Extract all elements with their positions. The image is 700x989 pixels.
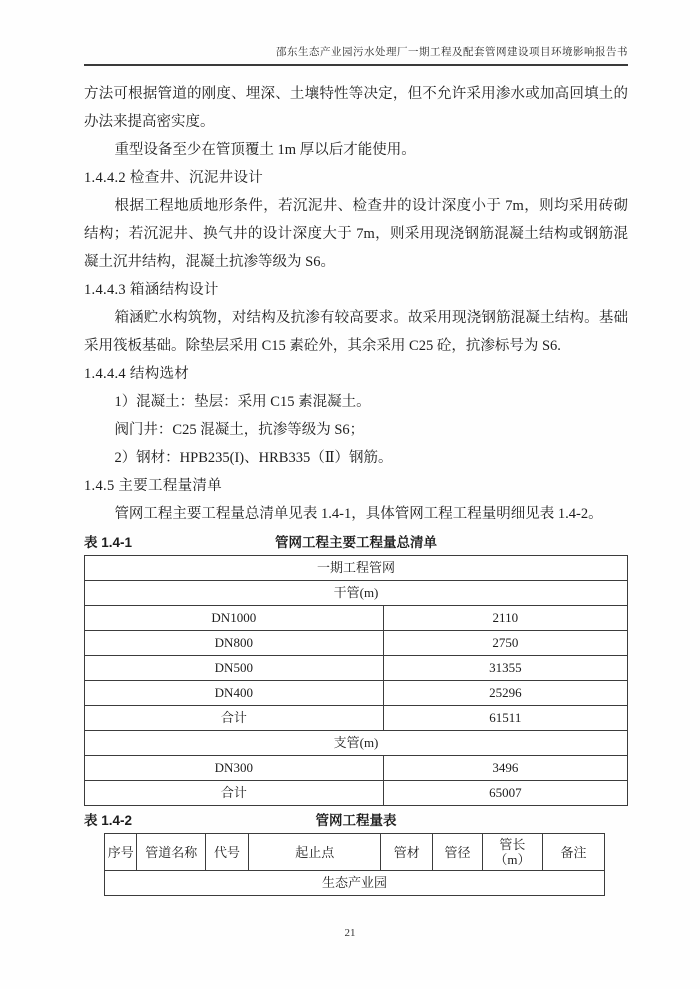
paragraph: 方法可根据管道的刚度、埋深、土壤特性等决定，但不允许采用渗水或加高回填土的办法来提高密实度。 [84,86,628,130]
detail-table-section-row [105,871,605,896]
page-footer [0,927,700,939]
section-heading: 1.4.4.4 结构选材 [84,366,190,382]
page-header [84,0,628,66]
item-cell: DN800 [85,631,384,656]
summary-table-body [85,556,628,806]
section-heading: 1.4.5 主要工程量清单 [84,478,223,494]
column-header: 序号 [105,834,137,871]
value-cell: 31355 [383,656,627,681]
section-cell: 生态产业园 [105,871,605,896]
item-cell: 合计 [85,706,384,731]
section-heading: 1.4.4.3 箱涵结构设计 [84,282,219,298]
table1-caption [84,531,628,555]
table-row [85,556,628,581]
value-cell: 2110 [383,606,627,631]
item-cell: 合计 [85,781,384,806]
page-number: 21 [344,927,356,939]
detail-table-header-row [105,834,605,871]
table-row [85,681,628,706]
value-cell: 2750 [383,631,627,656]
section-cell: 一期工程管网 [85,556,628,581]
table-row [85,606,628,631]
item-cell: DN500 [85,656,384,681]
table-row [85,631,628,656]
detail-table-body [105,871,605,896]
column-header: 管材 [381,834,432,871]
paragraph: 阀门井：C25 混凝土，抗渗等级为 S6； [114,422,365,438]
value-cell: 65007 [383,781,627,806]
table1-label: 表 1.4-1 [84,535,133,550]
table-row [85,756,628,781]
value-cell: 25296 [383,681,627,706]
column-header: 起止点 [248,834,381,871]
column-header: 管长（m） [482,834,542,871]
table1-title: 管网工程主要工程量总清单 [275,535,437,550]
column-header: 管径 [432,834,482,871]
paragraph: 重型设备至少在管顶覆土 1m 厚以后才能使用。 [114,142,416,158]
item-cell: DN1000 [85,606,384,631]
report-title: 邵东生态产业园污水处理厂一期工程及配套管网建设项目环境影响报告书 [84,46,628,66]
paragraph: 根据工程地质地形条件，若沉泥井、检查井的设计深度小于 7m，则均采用砖砌结构；若沉泥井、换气井的设计深度大于 7m，则采用现浇钢筋混凝土结构或钢筋混凝土沉井结构，混凝土抗渗等级为 S6。 [84,198,628,270]
paragraph: 1）混凝土：垫层：采用 C15 素混凝土。 [114,394,371,410]
paragraph: 2）钢材：HPB235(I)、HRB335（Ⅱ）钢筋。 [114,450,393,466]
text-blocks [84,80,628,528]
table-row [85,781,628,806]
value-cell: 3496 [383,756,627,781]
table2-title: 管网工程量表 [315,813,397,828]
value-cell: 61511 [383,706,627,731]
table-row [85,581,628,606]
column-header: 管道名称 [137,834,205,871]
paragraph: 管网工程主要工程量总清单见表 1.4-1，具体管网工程工程量明细见表 1.4-2。 [114,506,603,522]
item-cell: DN400 [85,681,384,706]
table-row [85,656,628,681]
table2-label: 表 1.4-2 [84,813,133,828]
section-cell: 支管(m) [85,731,628,756]
table2-caption [84,809,628,833]
table-row [85,706,628,731]
column-header: 备注 [542,834,604,871]
detail-table [104,833,605,896]
summary-table [84,555,628,806]
section-heading: 1.4.4.2 检查井、沉泥井设计 [84,170,264,186]
section-cell: 干管(m) [85,581,628,606]
table-row [85,731,628,756]
paragraph: 箱涵贮水构筑物，对结构及抗渗有较高要求。故采用现浇钢筋混凝土结构。基础采用筏板基础。除垫层采用 C15 素砼外，其余采用 C25 砼，抗渗标号为 S6. [84,310,628,354]
column-header: 代号 [205,834,248,871]
document-content [84,80,628,896]
item-cell: DN300 [85,756,384,781]
detail-table-head [105,834,605,871]
